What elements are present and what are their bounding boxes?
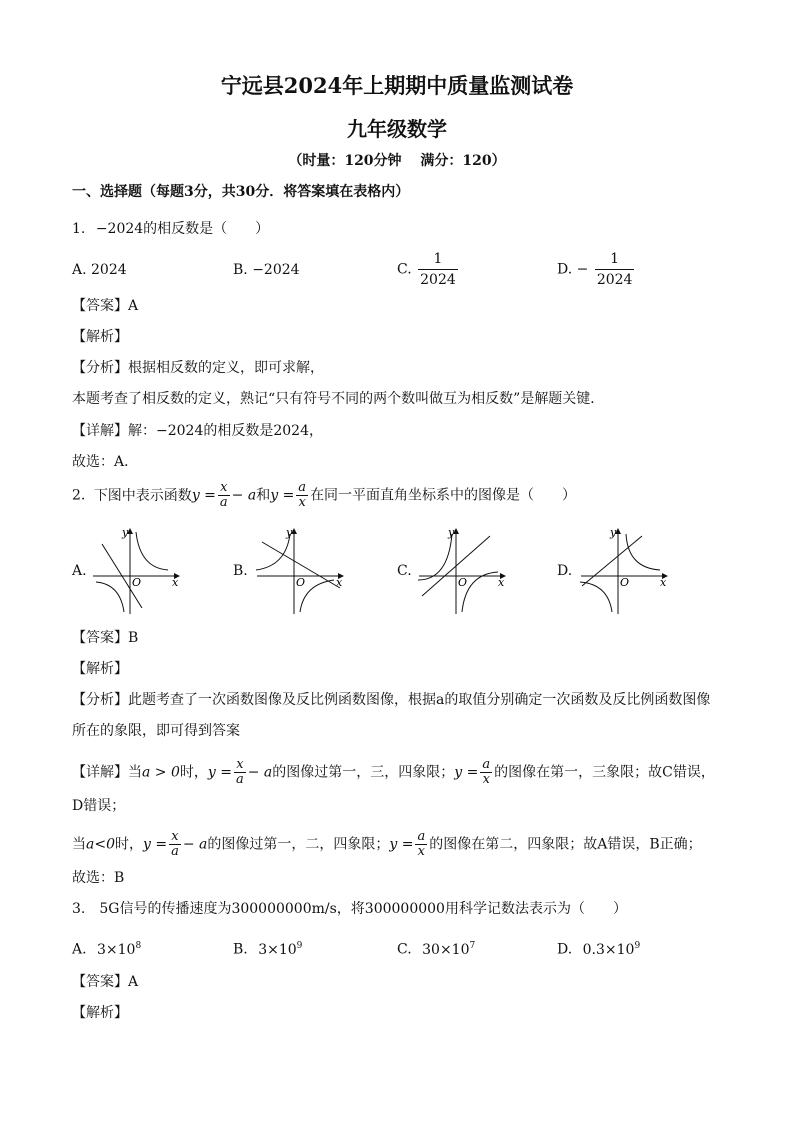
q1-option-a: A. 2024: [72, 262, 127, 278]
q1-number: 1.: [72, 221, 86, 237]
q3-stem: 3. 5G信号的传播速度为300000000m/s，将300000000用科学记数法表示为（ ）: [72, 901, 627, 917]
q1-option-d-denominator: 2024: [596, 272, 633, 288]
graph-c-curve-upper: [418, 534, 452, 580]
graph-d-curve-upper: [626, 534, 660, 570]
q2-detail-1-frac2-num: a: [482, 757, 491, 772]
graph-c-origin: O: [458, 576, 468, 589]
q3-option-a-label: A.: [72, 941, 87, 958]
q3-option-b-label: B.: [233, 941, 248, 958]
q1-analysis-label: 【解析】: [72, 329, 128, 345]
q2-and: 和: [256, 487, 271, 504]
q1-option-c: [397, 249, 460, 290]
graph-b-curve-upper: [256, 534, 290, 570]
q1-answer: 【答案】A: [72, 298, 139, 314]
q3-option-c-base: 30×10: [422, 941, 470, 958]
graph-d-line: [582, 536, 642, 586]
q2-detail-2: D错误；: [72, 798, 126, 814]
exam-info: （时量：120分钟 满分：120）: [288, 153, 506, 169]
section-heading: 一、选择题（每题3分，共30分．将答案填在表格内）: [72, 184, 410, 200]
q2-number: 2.: [72, 487, 86, 504]
q2-detail-3-frac: [169, 830, 181, 859]
q1-option-c-label: C.: [397, 261, 412, 278]
q2-detail-1: [72, 758, 715, 787]
graph-c: [414, 520, 514, 615]
q3-option-d-label: D.: [557, 941, 573, 958]
q1-fenxi: 【分析】根据相反数的定义，即可求解，: [72, 360, 324, 376]
q2-fraction-a-over-x: [296, 481, 308, 510]
q2-detail-3-linear: 的图像过第一，二，四象限；: [207, 836, 390, 853]
graph-c-label: C.: [397, 563, 412, 579]
q2-detail-1-y: y =: [207, 764, 232, 781]
q3-option-d-exponent: 9: [634, 941, 641, 951]
q2-detail-1-y2: y =: [454, 764, 479, 781]
q1-note: 本题考查了相反数的定义，熟记“只有符号不同的两个数叫做互为相反数”是解题关键．: [72, 391, 605, 407]
graph-d-y-label: y: [610, 526, 617, 539]
q2-detail-3-minus-a: − a: [182, 836, 208, 853]
q3-option-d: [557, 937, 640, 959]
q2-detail-1-time: 时，: [179, 764, 208, 781]
q2-detail-1-prefix: 【详解】当: [72, 764, 142, 781]
q2-stem: [72, 481, 576, 510]
q1-stem: [72, 220, 269, 238]
q1-option-d-label: D. −: [557, 261, 589, 278]
q2-detail-3-frac-num: x: [169, 830, 181, 845]
graph-b-origin: O: [296, 576, 306, 589]
q3-option-d-base: 0.3×10: [582, 941, 635, 958]
q2-minus-a: − a: [231, 487, 257, 504]
q1-text: 的相反数是（ ）: [143, 221, 270, 237]
q2-choose: 故选：B: [72, 870, 125, 886]
graph-b-curve-lower: [300, 580, 334, 612]
q2-frac1-den: a: [219, 495, 228, 510]
graph-c-curve-lower: [462, 572, 498, 612]
q2-fraction-x-over-a: [218, 481, 230, 510]
q2-fenxi-1: 【分析】此题考查了一次函数图像及反比例函数图像，根据a的取值分别确定一次函数及反比例函数图像: [72, 692, 711, 708]
q3-option-c: [397, 937, 475, 959]
q2-detail-3-frac-den: a: [171, 844, 179, 859]
q3-option-c-label: C.: [397, 941, 412, 958]
q2-detail-3-frac2-num: a: [417, 829, 426, 844]
q2-text-a: 下图中表示函数: [93, 487, 192, 504]
graph-d-curve-lower: [580, 582, 612, 612]
q2-y2: y =: [270, 487, 295, 504]
q1-option-d: [557, 249, 636, 290]
q2-detail-1-frac-num: x: [234, 758, 246, 773]
q2-detail-3: [72, 830, 702, 859]
q3-option-b-exponent: 9: [296, 941, 303, 951]
q2-detail-3-frac2-den: x: [417, 844, 426, 859]
q3-option-c-exponent: 7: [469, 941, 476, 951]
q2-detail-1-inverse: 的图像在第一，三象限；故C错误，: [494, 764, 715, 781]
q2-detail-3-frac2: [415, 830, 427, 859]
q2-frac2-num: a: [298, 480, 307, 495]
q1-option-d-numerator: 1: [595, 249, 635, 270]
q2-detail-1-minus-a: − a: [247, 764, 273, 781]
q2-detail-1-frac-den: a: [235, 772, 244, 787]
q2-detail-1-frac: [234, 758, 246, 787]
q3-option-a-exponent: 8: [135, 941, 142, 951]
q2-detail-3-time: 时，: [114, 836, 143, 853]
q2-detail-1-frac2-den: x: [482, 772, 490, 787]
graph-b: [252, 520, 352, 615]
graph-a-curve-lower: [96, 582, 124, 612]
q1-detail: 【详解】解：−2024的相反数是2024，: [72, 423, 323, 439]
graph-a-x-label: x: [172, 576, 179, 589]
q3-option-b-base: 3×10: [258, 941, 297, 958]
q2-condition-negative: a<0: [86, 836, 115, 853]
graph-d-label: D.: [557, 563, 573, 579]
q2-frac1-num: x: [218, 481, 230, 496]
q3-answer: 【答案】A: [72, 974, 139, 990]
q1-option-c-numerator: 1: [418, 249, 458, 270]
q2-detail-3-y2: y =: [389, 836, 414, 853]
graph-c-x-label: x: [498, 576, 505, 589]
q2-y1: y =: [191, 487, 216, 504]
graph-a-y-label: y: [122, 526, 129, 539]
q2-answer: 【答案】B: [72, 630, 139, 646]
q2-fenxi-2: 所在的象限，即可得到答案: [72, 723, 240, 739]
q2-detail-1-linear: 的图像过第一，三，四象限；: [272, 764, 455, 781]
graph-d-x-label: x: [660, 576, 667, 589]
graph-d-origin: O: [620, 576, 630, 589]
q2-detail-1-frac2: [480, 758, 492, 787]
q3-option-a-base: 3×10: [97, 941, 136, 958]
q3-analysis-label: 【解析】: [72, 1005, 128, 1021]
graph-a-origin: O: [132, 576, 142, 589]
graph-a: [88, 520, 188, 615]
q2-detail-3-prefix: 当: [72, 836, 86, 853]
q1-expr: −2024: [95, 221, 144, 237]
graph-b-label: B.: [233, 563, 248, 579]
q1-option-b: B. −2024: [233, 262, 300, 278]
graph-a-label: A.: [72, 563, 87, 579]
graph-d: [576, 520, 676, 615]
q1-option-c-fraction: [418, 249, 458, 290]
q2-detail-3-y: y =: [142, 836, 168, 853]
q3-option-a: [72, 937, 141, 959]
graph-a-curve-upper: [136, 532, 168, 570]
graph-c-y-label: y: [448, 526, 455, 539]
q2-detail-3-inverse: 的图像在第二，四象限；故A错误，B正确；: [429, 836, 702, 853]
exam-title: 宁远县2024年上期期中质量监测试卷: [220, 73, 574, 98]
q2-text-b: 在同一平面直角坐标系中的图像是（ ）: [310, 487, 577, 504]
q3-option-b: [233, 937, 302, 959]
q2-frac2-den: x: [298, 495, 306, 510]
q1-option-c-denominator: 2024: [420, 272, 456, 288]
q1-choose: 故选：A．: [72, 454, 139, 470]
exam-subtitle: 九年级数学: [347, 117, 447, 141]
graph-b-y-label: y: [286, 526, 293, 539]
q1-option-d-fraction: [595, 249, 635, 290]
q2-analysis-label: 【解析】: [72, 661, 128, 677]
graph-b-x-label: x: [336, 576, 343, 589]
q2-condition-positive: a > 0: [142, 764, 180, 781]
